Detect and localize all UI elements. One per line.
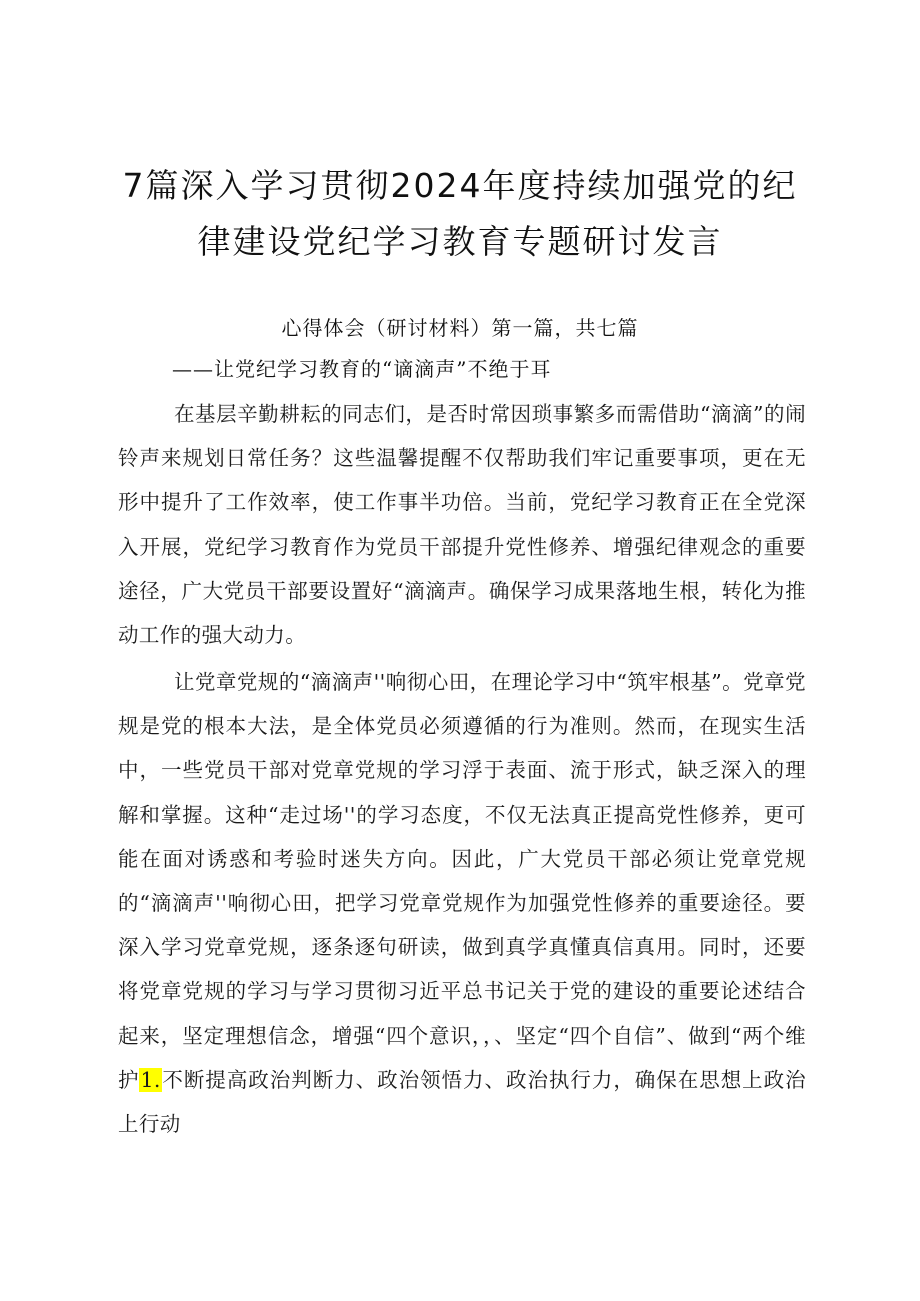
paragraph-2-text-end: 不断提高政治判断力、政治领悟力、政治执行力，确保在思想上政治上行动: [118, 1067, 807, 1137]
document-subtitle: 心得体会（研讨材料）第一篇，共七篇: [281, 316, 639, 340]
highlighted-text: 1.: [140, 1067, 161, 1092]
paragraph-2-text-start: 让党章党规的“滴滴声''响彻心田，在理论学习中“筑牢根基”。党章党规是党的根本大法，是全体党员必须遵循的行为准则。然而，在现实生活中，一些党员干部对党章党规的学习浮于表面、流于形式，缺乏深入的理解和掌握。这种“走过场''的学习态度，不仅无法真正提高党性修养，更可能在面对诱惑和考验时迷失方向。因此，广大党员干部必须让党章党规的“滴滴声''响彻心田，把学习党章党规作为加强党性修养的重要途径。要深入学习党章党规，逐条逐句研读，做到真学真懂真信真用。同时，还要将党章党规的学习与学习贯彻习近平总书记关于党的建设的重要论述结合起来，坚定理想信念，增强“四个意识，，、坚定“四个自信”、做到“两个维护: [118, 670, 806, 1092]
paragraph-1: 在基层辛勤耕耘的同志们，是否时常因琐事繁多而需借助“滴滴”的闹铃声来规划日常任务？这些温馨提醒不仅帮助我们牢记重要事项，更在无形中提升了工作效率，使工作事半功倍。当前，党纪学习教育正在全党深入开展，党纪学习教育作为党员干部提升党性修养、增强纪律观念的重要途径，广大党员干部要设置好“滴滴声。确保学习成果落地生根，转化为推动工作的强大动力。: [118, 402, 806, 648]
paragraph-2: [118, 660, 806, 1146]
document-title-line-1: 7篇深入学习贯彻2024年度持续加强党的纪: [122, 166, 798, 205]
document-title-line-2: 律建设党纪学习教育专题研讨发言: [197, 222, 723, 261]
document-tagline: ——让党纪学习教育的“谪滴声”不绝于耳: [172, 357, 552, 381]
